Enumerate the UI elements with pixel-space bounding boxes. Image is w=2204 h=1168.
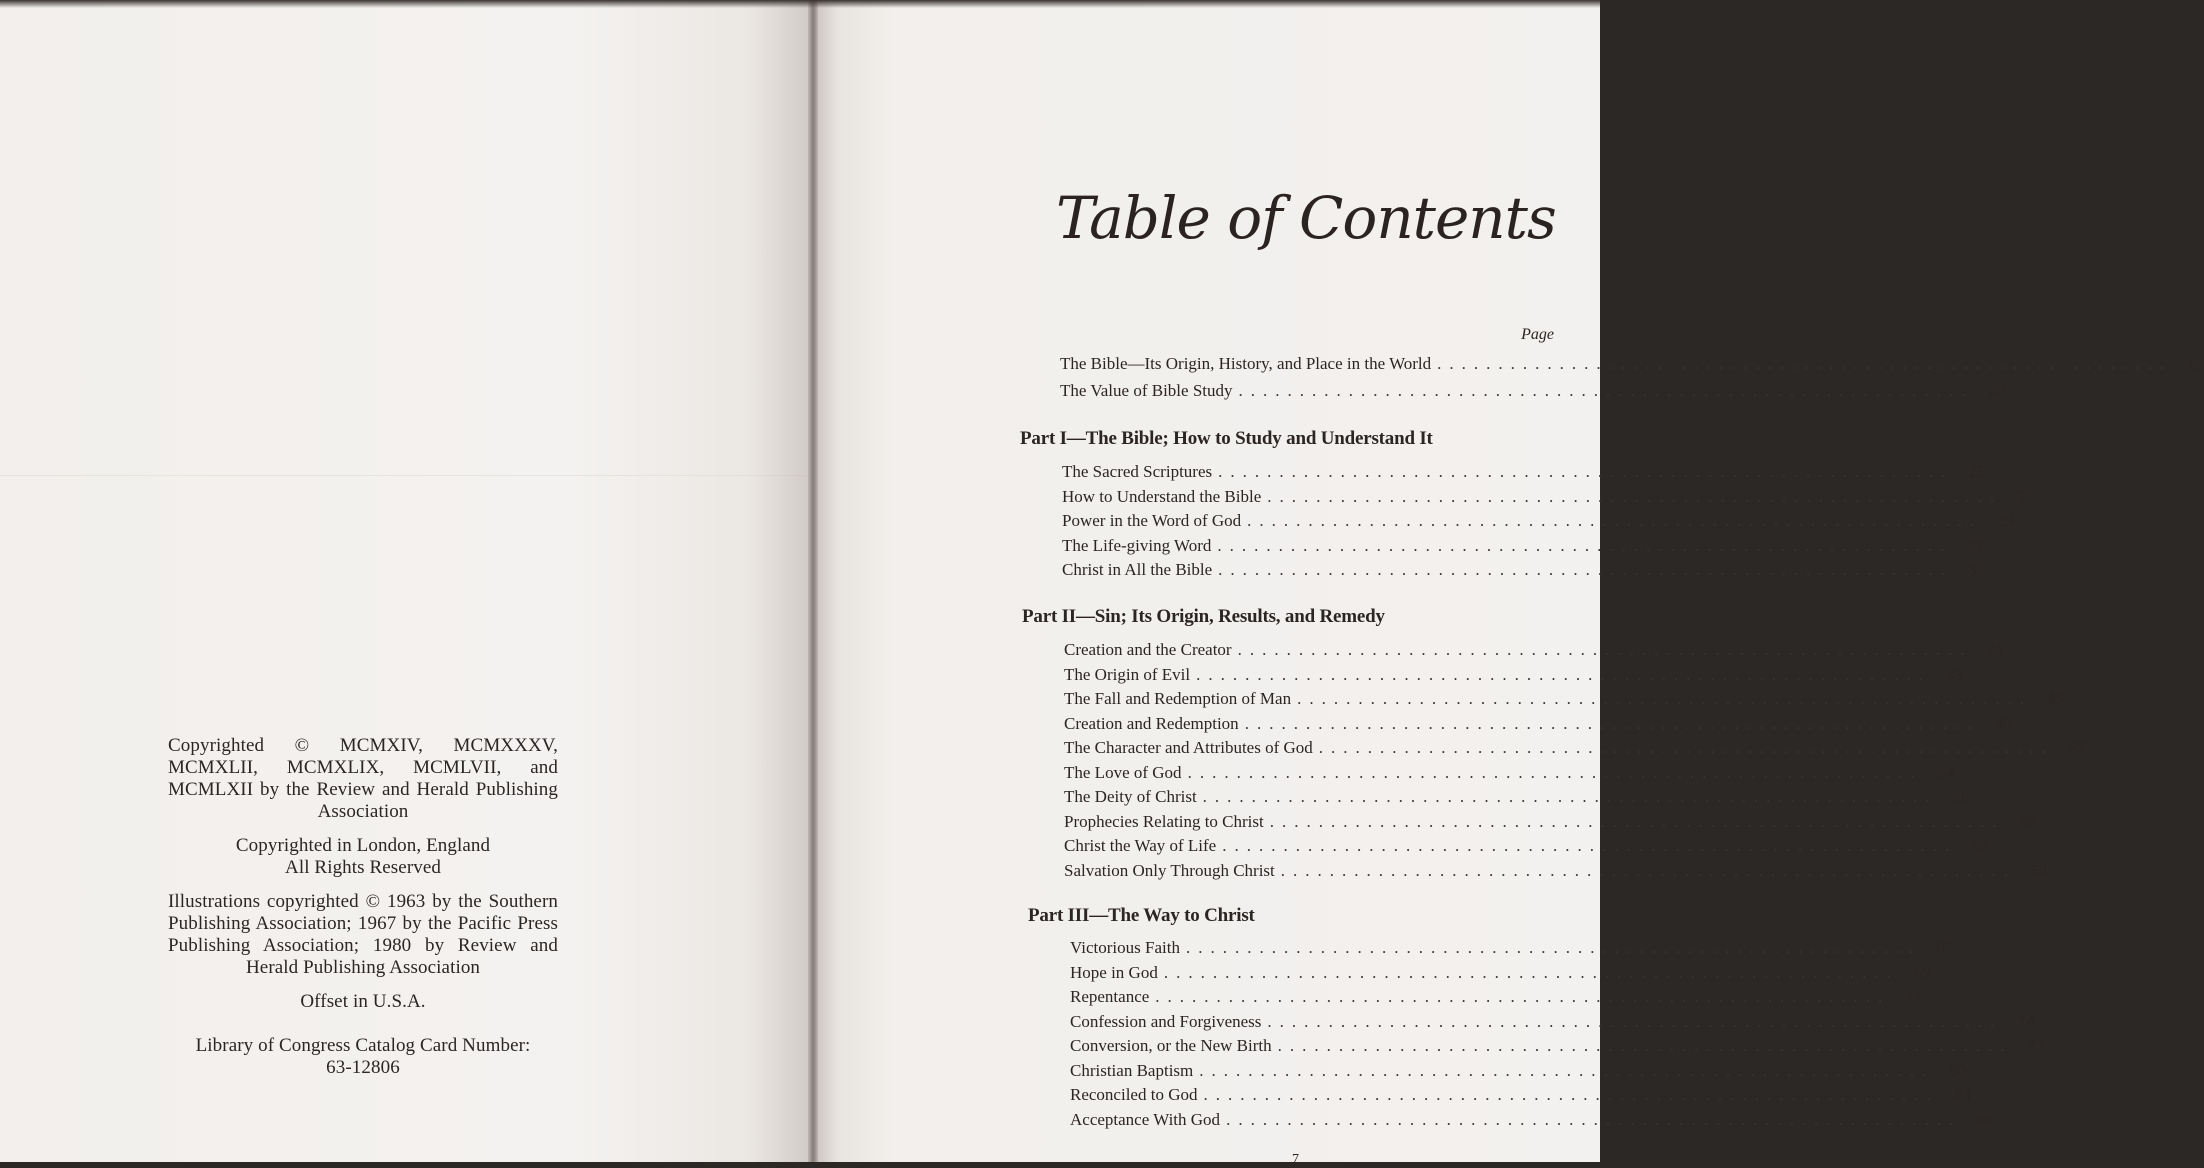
toc-entry-page: 15 <box>2187 354 2204 373</box>
toc-entry-title: The Origin of Evil <box>1064 664 1191 684</box>
toc-entry <box>1070 987 1923 1009</box>
dot-leader: ............................................................ <box>1222 836 1958 855</box>
toc-entry-title: Creation and the Creator <box>1064 640 1232 659</box>
toc-entry-page: 64 <box>2030 860 2048 880</box>
copyright-london: Copyrighted in London, England <box>235 835 491 856</box>
toc-entry <box>1064 762 1955 785</box>
toc-entry-title: Confession and Forgiveness <box>1070 1011 1262 1031</box>
toc-entry-page: 56 <box>1952 787 1970 806</box>
toc-entry-page: 27 <box>2017 486 2035 506</box>
toc-entry-title: The Bible—Its Origin, History, and Place in the World <box>1060 354 1432 373</box>
dot-leader: ............................................................ <box>1163 962 1899 982</box>
toc-entry-title: The Character and Attributes of God <box>1064 738 1313 757</box>
illustrations-copyright: Illustrations copyrighted © 1963 by the Southern Publishing Association; 1967 by the Pacific Press Publishing Association; 1980 by Review and Herald Publishing Association <box>168 891 558 978</box>
toc-entry-title: The Value of Bible Study <box>1060 381 1233 400</box>
toc-entry <box>1070 1109 1994 1132</box>
toc-entry-title: Victorious Faith <box>1070 938 1180 957</box>
page-fold-line <box>0 475 808 476</box>
toc-entry-page: 58 <box>2019 811 2037 831</box>
toc-entry-page: 77 <box>2027 1036 2045 1055</box>
dot-leader: ............................................................ <box>1217 535 1953 555</box>
toc-entry-title: The Deity of Christ <box>1064 787 1197 806</box>
toc-entry <box>1064 860 2048 883</box>
dot-leader: ............................................................ <box>1237 640 1973 659</box>
toc-entry-title: Christian Baptism <box>1070 1060 1194 1080</box>
page-number: 7 <box>1292 1152 1299 1167</box>
part-heading: Part I—The Bible; How to Study and Understand It <box>1020 428 1433 449</box>
printed-location: Offset in U.S.A. <box>300 991 426 1012</box>
toc-entry-page: 35 <box>1968 560 1986 579</box>
toc-entry <box>1070 1036 2045 1058</box>
toc-entry <box>1062 560 1986 582</box>
toc-entry <box>1062 511 2015 533</box>
dot-leader: ............................................................ <box>1218 462 1954 481</box>
toc-entry <box>1064 811 2037 834</box>
toc-entry-title: The Fall and Redemption of Man <box>1064 689 1292 708</box>
dot-leader: ............................................................ <box>1269 811 2005 831</box>
dot-leader: ............................................................ <box>1244 713 1980 733</box>
toc-entry-page: 20 <box>1988 381 2006 400</box>
toc-entry-title: How to Understand the Bible <box>1062 486 1262 506</box>
toc-entry-title: Salvation Only Through Christ <box>1064 860 1275 880</box>
toc-entry-title: The Love of God <box>1064 762 1182 782</box>
dot-leader: ............................................................ <box>1437 354 2173 373</box>
toc-entry-page: 80 <box>1949 1060 1967 1080</box>
copyright-notice: Copyrighted © MCMXIV, MCMXXXV, MCMXLII, MCMXLIX, MCMLVII, and MCMLXII by the Review and Herald Publishing Association <box>168 735 558 822</box>
toc-entry-page: 41 <box>1987 640 2005 659</box>
toc-entry-title: Conversion, or the New Birth <box>1070 1036 1272 1055</box>
toc-entry-title: Acceptance With God <box>1070 1109 1221 1129</box>
toc-entry <box>1070 1060 1967 1083</box>
toc-entry <box>1062 535 1985 558</box>
toc-entry <box>1070 1085 1971 1107</box>
part-heading: Part III—The Way to Christ <box>1028 905 1255 926</box>
dot-leader: ............................................................ <box>1280 860 2016 880</box>
catalog-card-number: 63-12806 <box>326 1057 400 1078</box>
toc-entry-title: The Sacred Scriptures <box>1062 462 1213 481</box>
dot-leader: ............................................................ <box>1185 938 1921 957</box>
dot-leader: ............................................................ <box>1318 738 2054 757</box>
toc-entry-page: 71 <box>1905 987 1923 1006</box>
toc-entry-title: Christ the Way of Life <box>1064 836 1217 855</box>
toc-entry-page: 67 <box>1935 938 1953 957</box>
dot-leader: ............................................................ <box>1199 1060 1935 1080</box>
toc-entry-title: Creation and Redemption <box>1064 713 1239 733</box>
toc-entry-page: 48 <box>1994 713 2012 733</box>
dot-leader: ............................................................ <box>1238 381 1974 400</box>
dot-leader: ............................................................ <box>1218 560 1954 579</box>
toc-entry-title: Prophecies Relating to Christ <box>1064 811 1264 831</box>
toc-entry-page: 62 <box>1972 836 1990 855</box>
toc-entry-page: 69 <box>1913 962 1931 982</box>
dot-leader: ............................................................ <box>1247 511 1983 530</box>
toc-entry-title: The Life-giving Word <box>1062 535 1212 555</box>
toc-entry <box>1062 486 2035 509</box>
toc-entry <box>1064 664 1964 687</box>
toc-entry-title: Repentance <box>1070 987 1150 1006</box>
all-rights-reserved: All Rights Reserved <box>285 857 441 878</box>
toc-entry-page: 29 <box>1997 511 2015 530</box>
dot-leader: ............................................................ <box>1226 1109 1962 1129</box>
top-edge-shadow <box>0 0 1600 8</box>
toc-entry-page: 54 <box>1937 762 1955 782</box>
toc-entry <box>1064 836 1990 858</box>
toc-entry <box>1070 938 1953 960</box>
dot-leader: ............................................................ <box>1187 762 1923 782</box>
toc-entry-page: 45 <box>2047 689 2065 708</box>
toc-entry-page: 52 <box>2068 738 2086 757</box>
dot-leader: ............................................................ <box>1155 987 1891 1006</box>
toc-entry <box>1064 689 2065 711</box>
toc-entry-page: 83 <box>1953 1085 1971 1104</box>
toc-entry-page: 25 <box>1968 462 1986 481</box>
toc-entry-title: Christ in All the Bible <box>1062 560 1213 579</box>
catalog-card-label: Library of Congress Catalog Card Number: <box>195 1035 531 1056</box>
dot-leader: ............................................................ <box>1267 486 2003 506</box>
book-gutter <box>808 0 818 1162</box>
dot-leader: ............................................................ <box>1202 787 1938 806</box>
toc-entry <box>1060 381 2006 403</box>
toc-entry-title: Power in the Word of God <box>1062 511 1242 530</box>
toc-title: Table of Contents <box>1056 184 1556 252</box>
dot-leader: ............................................................ <box>1267 1011 2003 1031</box>
toc-entry <box>1060 354 2204 376</box>
toc-entry-page: 32 <box>1967 535 1985 555</box>
left-page <box>0 0 814 1162</box>
toc-entry-page: 74 <box>2017 1011 2035 1031</box>
page-column-label: Page <box>1521 326 1554 343</box>
toc-entry <box>1064 787 1970 809</box>
toc-entry-page: 43 <box>1946 664 1964 684</box>
copyright-block <box>168 735 558 1079</box>
toc-entry-title: Hope in God <box>1070 962 1158 982</box>
dot-leader: ............................................................ <box>1297 689 2033 708</box>
dot-leader: ............................................................ <box>1196 664 1932 684</box>
dot-leader: ............................................................ <box>1203 1085 1939 1104</box>
toc-entry-title: Reconciled to God <box>1070 1085 1198 1104</box>
toc-entry <box>1070 962 1931 985</box>
toc-entry <box>1064 738 2086 760</box>
toc-entry <box>1064 713 2012 736</box>
toc-entry-page: 86 <box>1976 1109 1994 1129</box>
part-heading: Part II—Sin; Its Origin, Results, and Remedy <box>1022 606 1385 627</box>
toc-entry <box>1070 1011 2035 1034</box>
dot-leader: ............................................................ <box>1277 1036 2013 1055</box>
toc-entry <box>1062 462 1986 484</box>
toc-entry <box>1064 640 2005 662</box>
